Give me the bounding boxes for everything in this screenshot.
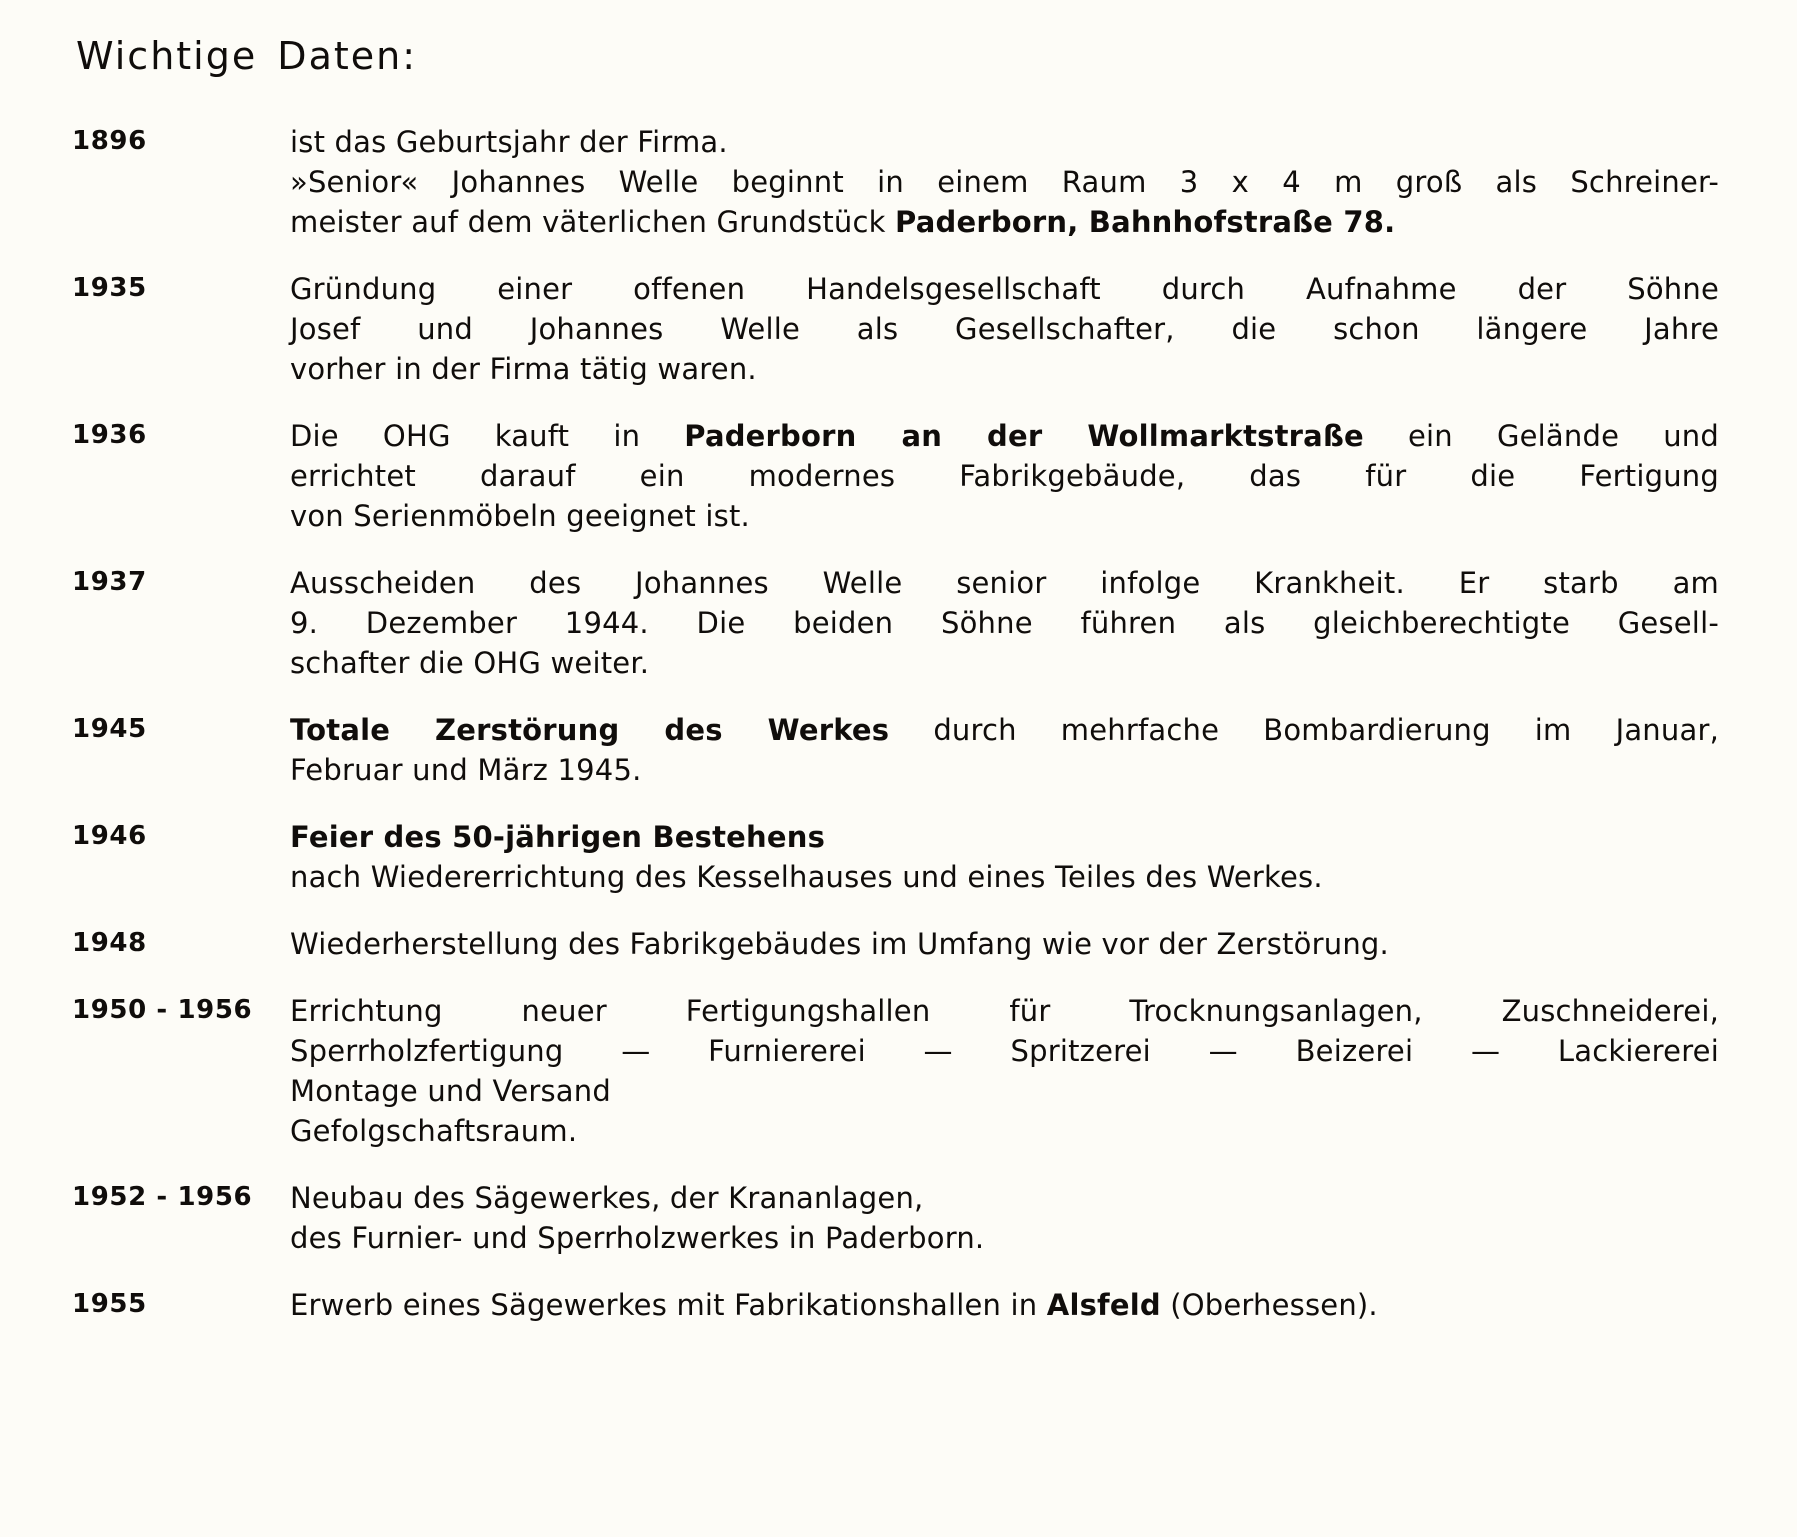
timeline-entry bbox=[72, 269, 1737, 389]
timeline-entry-list bbox=[72, 122, 1737, 1325]
entry-year: 1896 bbox=[72, 126, 147, 156]
entry-line: Gründung einer offenen Handelsgesellschaft durch Aufnahme der Söhne bbox=[290, 272, 1719, 307]
entry-line: Ausscheiden des Johannes Welle senior infolge Krankheit. Er starb am bbox=[290, 566, 1719, 601]
entry-line: ist das Geburtsjahr der Firma. bbox=[290, 125, 728, 159]
timeline-entry bbox=[72, 1285, 1737, 1325]
entry-line: Die OHG kauft in Paderborn an der Wollmarktstraße ein Gelände und bbox=[290, 419, 1719, 454]
entry-line: Totale Zerstörung des Werkes durch mehrfache Bombardierung im Januar, bbox=[290, 713, 1719, 748]
entry-line: Wiederherstellung des Fabrikgebäudes im Umfang wie vor der Zerstörung. bbox=[290, 927, 1389, 962]
entry-line: Gefolgschaftsraum. bbox=[290, 1114, 578, 1149]
timeline-entry bbox=[72, 563, 1737, 683]
page-title: Wichtige Daten: bbox=[76, 34, 418, 78]
entry-line: Sperrholzfertigung — Furniererei — Spritzerei — Beizerei — Lackiererei bbox=[290, 1034, 1719, 1069]
entry-year: 1946 bbox=[72, 821, 147, 852]
entry-line: Errichtung neuer Fertigungshallen für Trocknungsanlagen, Zuschneiderei, bbox=[290, 994, 1719, 1029]
entry-bold-fragment: Totale Zerstörung des Werkes bbox=[290, 713, 890, 748]
timeline-entry bbox=[72, 817, 1737, 897]
entry-line: Montage und Versand bbox=[290, 1074, 611, 1109]
entry-text bbox=[290, 269, 1737, 389]
entry-bold-fragment: Paderborn an der Wollmarktstraße bbox=[684, 419, 1364, 454]
entry-line bbox=[290, 817, 1719, 857]
entry-line: »Senior« Johannes Welle beginnt in einem Raum 3 x 4 m groß als Schreiner- bbox=[290, 165, 1719, 200]
entry-year: 1955 bbox=[72, 1289, 147, 1320]
entry-text bbox=[290, 710, 1737, 790]
timeline-entry bbox=[72, 710, 1737, 790]
entry-text bbox=[290, 924, 1737, 964]
entry-year: 1936 bbox=[72, 420, 147, 451]
entry-year: 1935 bbox=[72, 273, 147, 304]
entry-line: nach Wiedererrichtung des Kesselhauses und eines Teiles des Werkes. bbox=[290, 860, 1323, 895]
entry-year: 1945 bbox=[72, 714, 147, 745]
entry-line: Erwerb eines Sägewerkes mit Fabrikationshallen in Alsfeld (Oberhessen). bbox=[290, 1288, 1378, 1323]
entry-text bbox=[290, 1285, 1737, 1325]
entry-year: 1948 bbox=[72, 928, 147, 959]
entry-year: 1952 - 1956 bbox=[72, 1182, 253, 1213]
timeline-entry bbox=[72, 1178, 1737, 1258]
entry-line: Josef und Johannes Welle als Gesellschafter, die schon längere Jahre bbox=[290, 312, 1719, 347]
entry-line: schafter die OHG weiter. bbox=[290, 646, 650, 681]
entry-line: Neubau des Sägewerkes, der Krananlagen, bbox=[290, 1181, 924, 1216]
entry-bold-fragment: Paderborn, Bahnhofstraße 78. bbox=[895, 205, 1396, 240]
entry-line: Februar und März 1945. bbox=[290, 753, 642, 788]
entry-line: des Furnier- und Sperrholzwerkes in Paderborn. bbox=[290, 1221, 985, 1256]
entry-bold-fragment: Feier des 50-jährigen Bestehens bbox=[290, 820, 826, 855]
entry-bold-fragment: Alsfeld bbox=[1046, 1288, 1161, 1323]
entry-text bbox=[290, 1178, 1737, 1258]
entry-line: meister auf dem väterlichen Grundstück Paderborn, Bahnhofstraße 78. bbox=[290, 205, 1396, 240]
entry-line: errichtet darauf ein modernes Fabrikgebäude, das für die Fertigung bbox=[290, 459, 1719, 494]
entry-text bbox=[290, 991, 1737, 1151]
entry-text bbox=[290, 416, 1737, 536]
entry-line: 9. Dezember 1944. Die beiden Söhne führen als gleichberechtigte Gesell- bbox=[290, 606, 1719, 641]
timeline-entry bbox=[72, 416, 1737, 536]
entry-year: 1950 - 1956 bbox=[72, 995, 253, 1026]
timeline-entry bbox=[72, 991, 1737, 1151]
entry-line: von Serienmöbeln geeignet ist. bbox=[290, 499, 750, 534]
entry-text bbox=[290, 122, 1737, 242]
entry-year: 1937 bbox=[72, 567, 147, 598]
timeline-entry bbox=[72, 924, 1737, 964]
entry-text bbox=[290, 817, 1737, 897]
entry-line: vorher in der Firma tätig waren. bbox=[290, 352, 757, 387]
timeline-entry bbox=[72, 122, 1737, 242]
entry-text bbox=[290, 563, 1737, 683]
